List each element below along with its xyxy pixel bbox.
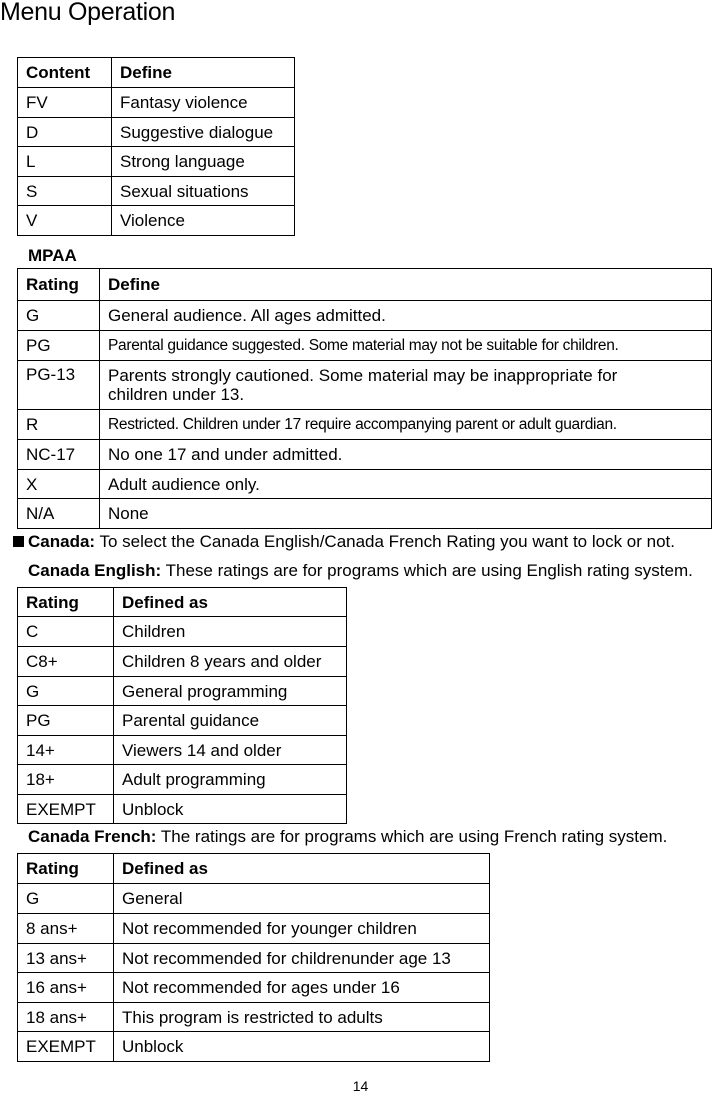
table-row: [18, 647, 347, 677]
canada-french-paragraph: [28, 826, 667, 848]
table-row: [18, 706, 347, 736]
definition-cell: Parental guidance suggested. Some material may not be suitable for children.: [100, 331, 712, 361]
definition-cell: Violence: [112, 206, 295, 236]
rating-cell: 8 ans+: [18, 914, 114, 944]
definition-cell: General audience. All ages admitted.: [100, 301, 712, 331]
definition-cell: Unblock: [114, 1032, 490, 1062]
definition-cell: Not recommended for ages under 16: [114, 973, 490, 1003]
table-row: [18, 1003, 490, 1032]
definition-cell: Fantasy violence: [112, 88, 295, 118]
mpaa-heading: MPAA: [28, 246, 77, 265]
definition-cell: Parental guidance: [114, 706, 347, 736]
rating-cell: 18 ans+: [18, 1003, 114, 1032]
header-cell: Defined as: [114, 588, 347, 617]
definition-cell: Suggestive dialogue: [112, 118, 295, 147]
table-row: [18, 410, 712, 440]
definition-cell: Not recommended for younger children: [114, 914, 490, 944]
rating-cell: X: [18, 470, 100, 499]
definition-cell: Adult audience only.: [100, 470, 712, 499]
table-row: [18, 884, 490, 914]
table-row: [18, 88, 295, 118]
canada-paragraph: [28, 531, 675, 553]
code-cell: V: [18, 206, 112, 236]
table-row: [18, 118, 295, 147]
rating-cell: C: [18, 617, 114, 647]
definition-cell: Unblock: [114, 795, 347, 824]
definition-cell: Not recommended for childrenunder age 13: [114, 944, 490, 973]
table-row: [18, 301, 712, 331]
canada-text: To select the Canada English/Canada French Rating you want to lock or not.: [95, 532, 675, 551]
definition-cell: Parents strongly cautioned. Some material may be inappropriate for children under 13.: [100, 361, 712, 410]
canada-english-text: These ratings are for programs which are using English rating system.: [161, 561, 693, 580]
rating-cell: 16 ans+: [18, 973, 114, 1003]
header-cell: Rating: [18, 588, 114, 617]
definition-cell: Adult programming: [114, 765, 347, 795]
content-descriptor-table: [17, 57, 295, 236]
code-cell: D: [18, 118, 112, 147]
table-row: [18, 331, 712, 361]
rating-cell: 14+: [18, 736, 114, 765]
table-row: [18, 177, 295, 206]
rating-cell: EXEMPT: [18, 795, 114, 824]
definition-cell: General programming: [114, 677, 347, 706]
rating-cell: NC-17: [18, 440, 100, 470]
definition-cell: Sexual situations: [112, 177, 295, 206]
rating-cell: G: [18, 884, 114, 914]
rating-cell: PG: [18, 331, 100, 361]
table-row: [18, 147, 295, 177]
definition-cell: Restricted. Children under 17 require accompanying parent or adult guardian.: [100, 410, 712, 440]
mpaa-table: [17, 268, 712, 529]
definition-cell: No one 17 and under admitted.: [100, 440, 712, 470]
table-row: [18, 795, 347, 824]
page-number: 14: [352, 1078, 369, 1094]
table-row: [18, 765, 347, 795]
rating-cell: N/A: [18, 499, 100, 529]
rating-cell: R: [18, 410, 100, 440]
table-row: [18, 677, 347, 706]
definition-cell: General: [114, 884, 490, 914]
table-row: [18, 1032, 490, 1062]
header-cell: Define: [100, 269, 712, 301]
table-row: [18, 206, 295, 236]
table-row: [18, 361, 712, 410]
rating-cell: G: [18, 677, 114, 706]
code-cell: L: [18, 147, 112, 177]
canada-french-label: Canada French:: [28, 827, 157, 846]
canada-english-paragraph: [28, 560, 693, 582]
code-cell: FV: [18, 88, 112, 118]
table-header-row: [18, 58, 295, 88]
table-row: [18, 440, 712, 470]
table-row: [18, 736, 347, 765]
rating-cell: 18+: [18, 765, 114, 795]
code-cell: S: [18, 177, 112, 206]
table-row: [18, 914, 490, 944]
definition-cell: This program is restricted to adults: [114, 1003, 490, 1032]
canada-english-label: Canada English:: [28, 561, 162, 580]
definition-cell: Children: [114, 617, 347, 647]
table-row: [18, 944, 490, 973]
rating-cell: PG: [18, 706, 114, 736]
canada-french-table: [17, 853, 490, 1062]
definition-cell: Strong language: [112, 147, 295, 177]
rating-cell: EXEMPT: [18, 1032, 114, 1062]
table-row: [18, 499, 712, 529]
header-cell: Rating: [18, 854, 114, 884]
definition-cell: Children 8 years and older: [114, 647, 347, 677]
table-row: [18, 470, 712, 499]
canada-english-table: [17, 587, 347, 824]
header-cell: Defined as: [114, 854, 490, 884]
header-cell: Content: [18, 58, 112, 88]
header-cell: Rating: [18, 269, 100, 301]
header-cell: Define: [112, 58, 295, 88]
table-header-row: [18, 588, 347, 617]
rating-cell: G: [18, 301, 100, 331]
table-header-row: [18, 854, 490, 884]
table-header-row: [18, 269, 712, 301]
table-row: [18, 973, 490, 1003]
canada-french-text: The ratings are for programs which are using French rating system.: [156, 827, 668, 846]
rating-cell: PG-13: [18, 361, 100, 410]
rating-cell: C8+: [18, 647, 114, 677]
definition-cell: None: [100, 499, 712, 529]
square-bullet-icon: [13, 536, 24, 547]
page-title: Menu Operation: [0, 0, 176, 26]
rating-cell: 13 ans+: [18, 944, 114, 973]
definition-cell: Viewers 14 and older: [114, 736, 347, 765]
canada-label: Canada:: [28, 532, 96, 551]
table-row: [18, 617, 347, 647]
